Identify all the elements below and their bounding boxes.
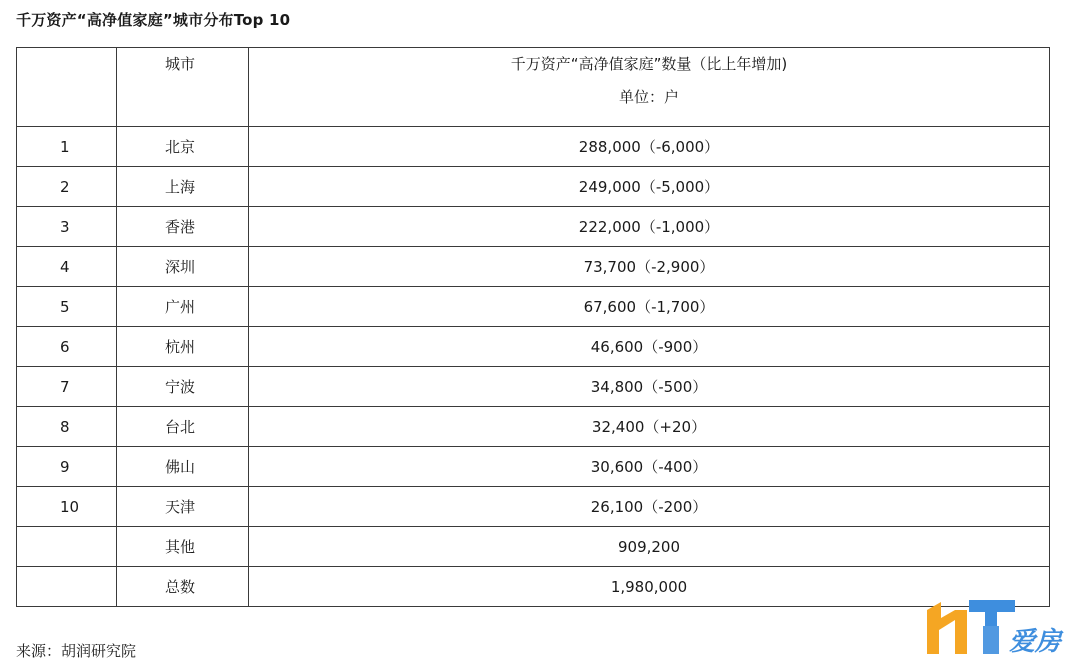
value-cell: 73,700（-2,900） [249,247,1050,287]
city-cell: 北京 [117,127,249,167]
table-row [17,327,1050,367]
rank-cell: 8 [17,407,117,447]
value-cell: 67,600（-1,700） [249,287,1050,327]
rank-cell: 1 [17,127,117,167]
aifang-logo [925,596,1077,658]
value-cell: 288,000（-6,000） [249,127,1050,167]
table-row [17,167,1050,207]
header-city-label: 城市 [165,55,196,73]
source-note: 来源：胡润研究院 [16,642,137,660]
table-row [17,287,1050,327]
city-cell: 天津 [117,487,249,527]
logo-text: 爱房 [1009,627,1062,657]
city-cell: 总数 [117,567,249,607]
rank-cell: 3 [17,207,117,247]
table-row [17,487,1050,527]
rank-cell: 2 [17,167,117,207]
value-cell: 222,000（-1,000） [249,207,1050,247]
value-cell: 32,400（+20） [249,407,1050,447]
value-cell: 249,000（-5,000） [249,167,1050,207]
city-cell: 其他 [117,527,249,567]
page-title: 千万资产“高净值家庭”城市分布Top 10 [16,11,291,29]
value-cell: 1,980,000 [249,567,1050,607]
table-row [17,367,1050,407]
header-rank-cell [17,48,117,127]
table-row [17,247,1050,287]
city-cell: 上海 [117,167,249,207]
logo-orange-mark [927,602,967,654]
table-row [17,567,1050,607]
city-cell: 宁波 [117,367,249,407]
header-unit-label: 单位：户 [618,88,679,106]
logo-blue-bar [983,626,999,654]
table-row [17,127,1050,167]
logo-blue-mark [969,600,1015,626]
rank-cell [17,527,117,567]
table-row [17,407,1050,447]
rank-cell: 7 [17,367,117,407]
rank-cell: 9 [17,447,117,487]
table-header-row [17,48,1050,127]
rank-cell: 4 [17,247,117,287]
header-value-cell [249,48,1050,127]
value-cell: 26,100（-200） [249,487,1050,527]
value-cell: 34,800（-500） [249,367,1050,407]
value-cell: 30,600（-400） [249,447,1050,487]
table-row [17,447,1050,487]
city-cell: 深圳 [117,247,249,287]
city-cell: 广州 [117,287,249,327]
city-cell: 佛山 [117,447,249,487]
rank-cell: 6 [17,327,117,367]
value-cell: 46,600（-900） [249,327,1050,367]
table-row [17,207,1050,247]
rank-cell: 5 [17,287,117,327]
value-cell: 909,200 [249,527,1050,567]
city-cell: 台北 [117,407,249,447]
city-cell: 杭州 [117,327,249,367]
rank-cell [17,567,117,607]
table-row [17,527,1050,567]
header-city-cell [117,48,249,127]
city-distribution-table [16,47,1050,607]
header-value-label: 千万资产“高净值家庭”数量（比上年增加) [510,55,788,73]
rank-cell: 10 [17,487,117,527]
city-cell: 香港 [117,207,249,247]
